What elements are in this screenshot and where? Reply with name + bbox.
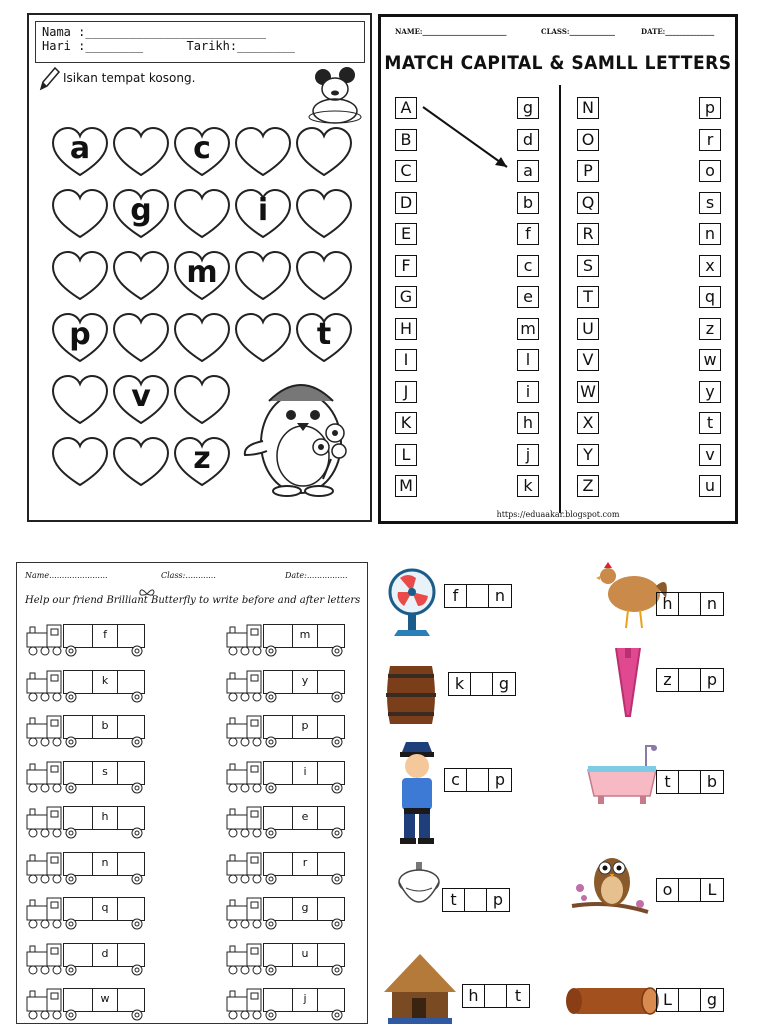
small-letter-box[interactable]: b (517, 192, 539, 214)
train-row (225, 987, 347, 1021)
heart-letter-box[interactable] (234, 249, 292, 303)
capital-letter-box[interactable]: O (577, 129, 599, 151)
heart-letter-box[interactable] (234, 311, 292, 365)
capital-letter-box[interactable]: F (395, 255, 417, 277)
capital-letter-box[interactable]: Z (577, 475, 599, 497)
mickey-mouse-icon (301, 67, 367, 127)
wagon-wheels-icon (63, 827, 147, 839)
cvc-word-box[interactable] (656, 770, 724, 794)
heart-letter-box[interactable] (51, 187, 109, 241)
capital-letter-box[interactable]: T (577, 286, 599, 308)
small-letter-box[interactable]: j (517, 444, 539, 466)
train-row (25, 896, 147, 930)
blank-middle-letter[interactable] (467, 769, 489, 791)
blank-middle-letter[interactable] (679, 989, 701, 1011)
cvc-word-box[interactable] (444, 768, 512, 792)
train-engine-icon (225, 623, 265, 657)
heart-letter-box[interactable] (51, 373, 109, 427)
heart-icon (51, 435, 109, 489)
source-url: https://eduaakar.blogspot.com (496, 510, 620, 519)
capital-letter-box[interactable]: N (577, 97, 599, 119)
cvc-word-box[interactable] (462, 984, 530, 1008)
cvc-word-box[interactable] (442, 888, 510, 912)
train-row (25, 714, 147, 748)
last-letter: g (706, 990, 718, 1009)
train-row (25, 669, 147, 703)
wagon-wheels-icon (63, 736, 147, 748)
wagon-wheels-icon (63, 918, 147, 930)
heart-letter-box[interactable] (112, 311, 170, 365)
small-letter-box[interactable]: k (517, 475, 539, 497)
train-row (225, 942, 347, 976)
heart-icon (295, 249, 353, 303)
worksheet-fill-in-letters (27, 13, 372, 522)
train-engine-icon (225, 896, 265, 930)
heart-icon (173, 311, 231, 365)
capital-letter-box[interactable]: H (395, 318, 417, 340)
given-letter: e (292, 806, 318, 830)
heart-letter-box[interactable] (173, 125, 231, 179)
wagon-wheels-icon (263, 827, 347, 839)
heart-letter: z (193, 441, 211, 476)
wagon-wheels-icon (263, 691, 347, 703)
barrel-icon (380, 660, 442, 730)
last-letter: L (707, 880, 717, 899)
train-row (225, 669, 347, 703)
train-engine-icon (25, 623, 65, 657)
train-row (225, 760, 347, 794)
given-letter: q (92, 897, 118, 921)
small-letter-box[interactable]: t (699, 412, 721, 434)
policeman-icon (392, 738, 442, 848)
small-letter-box[interactable]: n (699, 223, 721, 245)
wagon-wheels-icon (263, 918, 347, 930)
heart-letter-box[interactable] (51, 435, 109, 489)
heart-letter-box[interactable] (112, 125, 170, 179)
cvc-word-box[interactable] (448, 672, 516, 696)
wagon-wheels-icon (63, 691, 147, 703)
first-letter: t (443, 889, 465, 911)
last-letter: t (514, 986, 522, 1005)
small-letter-box[interactable]: m (517, 318, 539, 340)
wagon-wheels-icon (263, 782, 347, 794)
train-row (25, 942, 147, 976)
heart-letter-box[interactable] (295, 249, 353, 303)
capital-letter-box[interactable]: K (395, 412, 417, 434)
train-row (25, 623, 147, 657)
given-letter: u (292, 943, 318, 967)
last-letter: p (492, 890, 504, 909)
last-letter: b (706, 772, 718, 791)
small-letter-box[interactable]: l (517, 349, 539, 371)
name-field[interactable]: NAME:________________________ (395, 27, 507, 36)
instruction-text: Help our friend Brilliant Butterfly to write before and after letters (25, 595, 361, 606)
fan-icon (386, 566, 438, 644)
wagon-wheels-icon (63, 782, 147, 794)
heart-letter-box[interactable] (234, 125, 292, 179)
heart-icon (51, 373, 109, 427)
small-letter-box[interactable]: h (517, 412, 539, 434)
wagon-wheels-icon (263, 645, 347, 657)
heart-letter-box[interactable] (173, 435, 231, 489)
class-field[interactable]: Class:............ (161, 571, 216, 580)
heart-letter-box[interactable] (173, 373, 231, 427)
train-engine-icon (225, 760, 265, 794)
train-engine-icon (25, 896, 65, 930)
heart-letter-box[interactable] (51, 125, 109, 179)
small-letter-box[interactable]: u (699, 475, 721, 497)
first-letter: k (449, 673, 471, 695)
heart-letter-box[interactable] (295, 187, 353, 241)
heart-letter: g (130, 193, 152, 228)
given-letter: s (92, 761, 118, 785)
log-icon (564, 980, 660, 1020)
hari-line[interactable]: ________ (85, 39, 144, 53)
wagon-wheels-icon (263, 873, 347, 885)
train-engine-icon (225, 987, 265, 1021)
heart-letter: i (257, 193, 269, 228)
last-letter: p (706, 670, 718, 689)
small-letter-box[interactable]: z (699, 318, 721, 340)
given-letter: f (92, 624, 118, 648)
small-letter-box[interactable]: r (699, 129, 721, 151)
wagon-wheels-icon (63, 645, 147, 657)
given-letter: d (92, 943, 118, 967)
first-letter: h (463, 985, 485, 1007)
small-letter-box[interactable]: g (517, 97, 539, 119)
capital-letter-box[interactable]: A (395, 97, 417, 119)
small-letter-box[interactable]: d (517, 129, 539, 151)
train-engine-icon (25, 760, 65, 794)
heart-icon (234, 125, 292, 179)
heart-icon (173, 187, 231, 241)
heart-icon (51, 249, 109, 303)
small-letter-box[interactable]: v (699, 444, 721, 466)
heart-letter: a (69, 131, 91, 166)
capital-letter-box[interactable]: G (395, 286, 417, 308)
class-field[interactable]: CLASS:_____________ (541, 27, 615, 36)
train-engine-icon (25, 987, 65, 1021)
heart-letter: c (193, 131, 211, 166)
capital-letter-box[interactable]: W (577, 381, 599, 403)
last-letter: n (706, 594, 718, 613)
blank-middle-letter[interactable] (679, 771, 701, 793)
small-letter-box[interactable]: a (517, 160, 539, 182)
heart-letter-box[interactable] (51, 249, 109, 303)
instruction-text: Isikan tempat kosong. (63, 71, 196, 85)
last-letter: g (498, 674, 510, 693)
blank-middle-letter[interactable] (679, 879, 701, 901)
capital-letter-box[interactable]: M (395, 475, 417, 497)
train-row (225, 805, 347, 839)
given-letter: n (92, 852, 118, 876)
small-letter-box[interactable]: s (699, 192, 721, 214)
train-row (225, 714, 347, 748)
given-letter: h (92, 806, 118, 830)
heart-letter-box[interactable] (173, 249, 231, 303)
train-engine-icon (25, 805, 65, 839)
heart-letter-box[interactable] (112, 373, 170, 427)
hut-icon (382, 952, 458, 1024)
last-letter: p (494, 770, 506, 789)
given-letter: j (292, 988, 318, 1012)
hari-label: Hari : (42, 39, 86, 53)
train-row (225, 851, 347, 885)
nama-label: Nama : (42, 25, 86, 39)
train-row (25, 987, 147, 1021)
wagon-wheels-icon (63, 873, 147, 885)
heart-letter-box[interactable] (295, 311, 353, 365)
cvc-word-box[interactable] (656, 988, 724, 1012)
given-letter: r (292, 852, 318, 876)
heart-icon (234, 311, 292, 365)
heart-letter: m (186, 255, 218, 290)
worksheet-match-letters (378, 14, 738, 524)
train-row (25, 760, 147, 794)
heart-icon (112, 435, 170, 489)
heart-letter-box[interactable] (112, 249, 170, 303)
train-engine-icon (25, 942, 65, 976)
train-engine-icon (225, 805, 265, 839)
small-letter-box[interactable]: c (517, 255, 539, 277)
capital-letter-box[interactable]: B (395, 129, 417, 151)
train-engine-icon (225, 714, 265, 748)
heart-icon (51, 187, 109, 241)
small-letter-box[interactable]: w (699, 349, 721, 371)
train-row (25, 805, 147, 839)
given-letter: p (292, 715, 318, 739)
owl-icon (570, 842, 650, 924)
heart-letter-box[interactable] (234, 187, 292, 241)
first-letter: h (657, 593, 679, 615)
heart-letter-box[interactable] (112, 187, 170, 241)
small-letter-box[interactable]: f (517, 223, 539, 245)
small-letter-box[interactable]: i (517, 381, 539, 403)
capital-letter-box[interactable]: J (395, 381, 417, 403)
given-letter: m (292, 624, 318, 648)
train-engine-icon (25, 714, 65, 748)
train-engine-icon (225, 851, 265, 885)
date-field[interactable]: DATE:______________ (641, 27, 715, 36)
heart-icon (234, 249, 292, 303)
blank-middle-letter[interactable] (467, 585, 489, 607)
heart-letter: t (316, 317, 332, 352)
cvc-word-box[interactable] (444, 584, 512, 608)
capital-letter-box[interactable]: U (577, 318, 599, 340)
heart-icon (173, 373, 231, 427)
tarikh-line[interactable]: ________ (237, 39, 295, 53)
heart-icon (112, 125, 170, 179)
wagon-wheels-icon (263, 736, 347, 748)
given-letter: w (92, 988, 118, 1012)
capital-letter-box[interactable]: L (395, 444, 417, 466)
capital-letter-box[interactable]: Y (577, 444, 599, 466)
first-letter: o (657, 879, 679, 901)
small-letter-box[interactable]: o (699, 160, 721, 182)
bathtub-icon (584, 740, 660, 810)
train-row (25, 851, 147, 885)
given-letter: g (292, 897, 318, 921)
cvc-word-box[interactable] (656, 668, 724, 692)
example-arrow-icon (381, 17, 736, 522)
capital-letter-box[interactable]: D (395, 192, 417, 214)
blank-middle-letter[interactable] (485, 985, 507, 1007)
capital-letter-box[interactable]: I (395, 349, 417, 371)
first-letter: c (445, 769, 467, 791)
capital-letter-box[interactable]: C (395, 160, 417, 182)
capital-letter-box[interactable]: X (577, 412, 599, 434)
first-letter: L (657, 989, 679, 1011)
small-letter-box[interactable]: x (699, 255, 721, 277)
butterfly-icon (139, 587, 155, 601)
last-letter: n (494, 586, 506, 605)
date-field[interactable]: Date:................ (285, 571, 348, 580)
blank-middle-letter[interactable] (679, 593, 701, 615)
small-letter-box[interactable]: y (699, 381, 721, 403)
blank-middle-letter[interactable] (679, 669, 701, 691)
worksheet-cvc-words (376, 548, 768, 1024)
spinning-top-icon (396, 860, 442, 924)
capital-letter-box[interactable]: R (577, 223, 599, 245)
heart-letter: p (69, 317, 91, 352)
train-engine-icon (25, 851, 65, 885)
zipper-icon (612, 644, 644, 720)
given-letter: i (292, 761, 318, 785)
penguin-with-flowers-icon (239, 371, 359, 501)
wagon-wheels-icon (263, 1009, 347, 1021)
train-engine-icon (25, 669, 65, 703)
given-letter: b (92, 715, 118, 739)
heart-icon (295, 125, 353, 179)
heart-letter-box[interactable] (295, 125, 353, 179)
heart-icon (295, 187, 353, 241)
tarikh-label: Tarikh: (186, 39, 238, 53)
worksheet-before-after-letters (16, 562, 368, 1024)
heart-letter-box[interactable] (173, 311, 231, 365)
train-row (225, 623, 347, 657)
capital-letter-box[interactable]: P (577, 160, 599, 182)
given-letter: y (292, 670, 318, 694)
heart-letter-box[interactable] (173, 187, 231, 241)
blank-middle-letter[interactable] (471, 673, 493, 695)
name-field[interactable]: Name....................... (25, 571, 108, 580)
heart-letter: v (131, 379, 151, 414)
train-row (225, 896, 347, 930)
small-letter-box[interactable]: p (699, 97, 721, 119)
student-info-box (35, 21, 365, 63)
capital-letter-box[interactable]: E (395, 223, 417, 245)
pencil-icon (37, 65, 61, 93)
wagon-wheels-icon (63, 1009, 147, 1021)
train-engine-icon (225, 942, 265, 976)
heart-letter-box[interactable] (112, 435, 170, 489)
nama-line[interactable]: _________________________ (85, 25, 266, 39)
wagon-wheels-icon (263, 964, 347, 976)
capital-letter-box[interactable]: Q (577, 192, 599, 214)
given-letter: k (92, 670, 118, 694)
wagon-wheels-icon (63, 964, 147, 976)
first-letter: t (657, 771, 679, 793)
heart-icon (112, 249, 170, 303)
first-letter: z (657, 669, 679, 691)
cvc-word-box[interactable] (656, 878, 724, 902)
small-letter-box[interactable]: e (517, 286, 539, 308)
train-engine-icon (225, 669, 265, 703)
first-letter: f (445, 585, 467, 607)
heart-letter-box[interactable] (51, 311, 109, 365)
heart-icon (112, 311, 170, 365)
capital-letter-box[interactable]: S (577, 255, 599, 277)
cvc-word-box[interactable] (656, 592, 724, 616)
worksheet-title: MATCH CAPITAL & SAMLL LETTERS (384, 52, 732, 74)
blank-middle-letter[interactable] (465, 889, 487, 911)
small-letter-box[interactable]: q (699, 286, 721, 308)
capital-letter-box[interactable]: V (577, 349, 599, 371)
